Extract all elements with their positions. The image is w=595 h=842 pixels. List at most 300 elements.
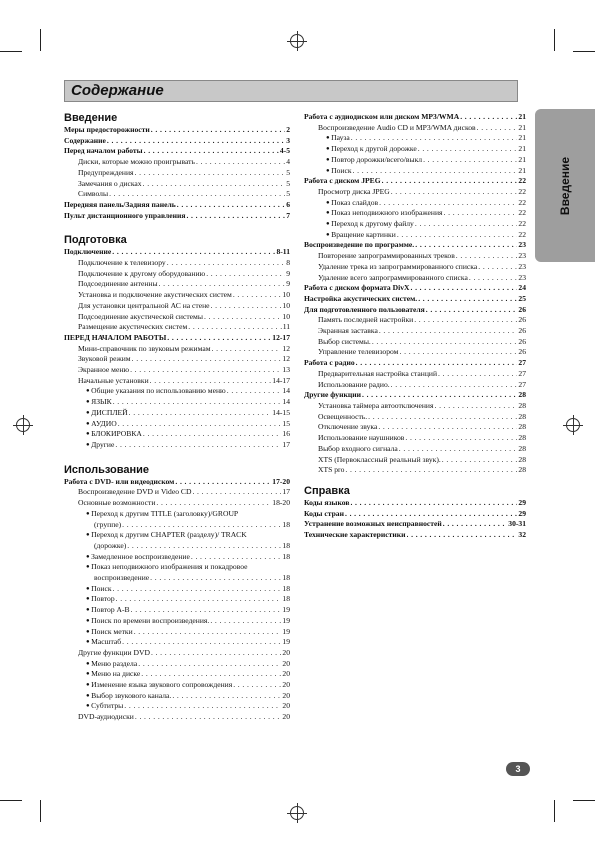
dot-leader — [210, 616, 281, 627]
toc-entry[interactable] — [64, 322, 290, 333]
toc-entry-page: 26 — [518, 336, 526, 346]
toc-entry[interactable] — [304, 230, 526, 241]
toc-entry-title: Освещенность. — [318, 411, 368, 421]
toc-entry-page: 21 — [518, 154, 526, 164]
toc-entry[interactable] — [304, 444, 526, 455]
dot-leader — [177, 200, 285, 211]
toc-entry[interactable] — [64, 386, 290, 397]
toc-entry[interactable] — [304, 380, 526, 391]
dot-leader — [132, 354, 282, 365]
toc-entry-title: Предварительная настройка станций — [318, 368, 438, 378]
toc-entry-title: (дорожке) — [94, 540, 127, 550]
toc-entry[interactable] — [304, 305, 526, 316]
toc-entry[interactable] — [304, 262, 526, 273]
toc-entry-page: 5 — [286, 189, 290, 199]
toc-entry-title: Работа с диском JPEG — [304, 176, 381, 186]
toc-entry-title: ● Меню на диске — [86, 669, 140, 680]
dot-leader — [426, 305, 518, 316]
toc-entry-title: воспроизведение — [94, 573, 150, 583]
dot-leader — [438, 369, 517, 380]
dot-leader — [456, 251, 518, 262]
toc-entry-title: ● Переход к другим CHAPTER (разделу)/ TRACK — [86, 530, 247, 541]
toc-entry[interactable] — [304, 530, 526, 541]
toc-entry-page: 21 — [518, 144, 526, 154]
toc-entry[interactable] — [304, 251, 526, 262]
toc-entry-title: Повторение запрограммированных треков — [318, 251, 455, 261]
section-side-tab — [535, 109, 595, 262]
toc-entry-page: 10 — [282, 311, 290, 321]
dot-leader — [368, 412, 517, 423]
dot-leader — [227, 386, 282, 397]
toc-entry[interactable] — [304, 123, 526, 134]
toc-entry-title: ● Субтитры — [86, 701, 123, 712]
toc-entry[interactable] — [304, 133, 526, 144]
toc-entry-page: 21 — [518, 122, 526, 132]
toc-entry[interactable] — [64, 509, 290, 520]
toc-entry-title: ● Замедленное воспроизведение — [86, 552, 190, 563]
toc-entry[interactable] — [304, 455, 526, 466]
toc-right-column — [304, 112, 526, 541]
toc-entry-title: ● Переход к другим TITLE (заголовку)/GROUP — [86, 509, 238, 520]
toc-entry-title: ПЕРЕД НАЧАЛОМ РАБОТЫ — [64, 332, 167, 342]
dot-leader — [172, 691, 281, 702]
toc-entry[interactable] — [304, 519, 526, 530]
toc-entry-page: 24 — [518, 283, 526, 293]
spacer — [64, 221, 290, 234]
registration-mark — [290, 34, 304, 48]
toc-entry-page: 18 — [282, 519, 290, 529]
toc-entry-title: ● Повтор дорожки/всего/выкл — [326, 155, 422, 166]
dot-leader — [356, 358, 518, 369]
toc-entry-title: Основные возможности — [78, 498, 156, 508]
toc-entry[interactable] — [304, 144, 526, 155]
dot-leader — [150, 376, 272, 387]
dot-leader — [150, 573, 281, 584]
dot-leader — [415, 219, 518, 230]
toc-entry-page: 21 — [518, 165, 526, 175]
toc-entry[interactable] — [64, 637, 290, 648]
toc-entry-title: Содержание — [64, 135, 106, 145]
dot-leader — [362, 390, 517, 401]
toc-entry[interactable] — [64, 200, 290, 211]
dot-leader — [460, 112, 517, 123]
dot-leader — [151, 648, 281, 659]
toc-entry[interactable] — [64, 125, 290, 136]
toc-entry-page: 9 — [286, 279, 290, 289]
toc-entry-page: 30-31 — [508, 519, 526, 529]
toc-entry-page: 28 — [518, 422, 526, 432]
toc-entry[interactable] — [304, 498, 526, 509]
toc-entry[interactable] — [64, 211, 290, 222]
toc-entry[interactable] — [304, 198, 526, 209]
toc-entry-page: 12-17 — [272, 332, 290, 342]
toc-entry[interactable] — [64, 408, 290, 419]
toc-entry[interactable] — [304, 390, 526, 401]
dot-leader — [109, 189, 285, 200]
toc-entry-title: ● Показ неподвижного изображения — [326, 208, 443, 219]
toc-entry[interactable] — [64, 312, 290, 323]
toc-entry-title: Настройка акустических систем. — [304, 293, 418, 303]
toc-entry-page: 20 — [282, 647, 290, 657]
registration-mark — [566, 418, 580, 432]
toc-entry-page: 16 — [282, 429, 290, 439]
toc-entry-title: Подсоединение антенны — [78, 279, 158, 289]
toc-entry-title: Отключение звука — [318, 422, 378, 432]
toc-entry-page: 18 — [282, 540, 290, 550]
toc-entry[interactable] — [64, 269, 290, 280]
dot-leader — [188, 322, 281, 333]
dot-leader — [418, 294, 517, 305]
toc-entry-page: 21 — [518, 133, 526, 143]
dot-leader — [372, 337, 518, 348]
toc-entry-title: ● Пауза — [326, 133, 350, 144]
toc-entry-title: Для подготовленного пользователя — [304, 304, 425, 314]
toc-entry-page: 2 — [286, 125, 290, 134]
toc-entry-title: Работа с диском формата DivX — [304, 283, 410, 293]
toc-entry-page: 19 — [282, 637, 290, 647]
toc-entry-title: ● ДИСПЛЕЙ — [86, 408, 128, 419]
dot-leader — [116, 594, 282, 605]
dot-leader — [151, 125, 285, 136]
toc-entry[interactable] — [304, 155, 526, 166]
toc-entry-page: 23 — [518, 261, 526, 271]
dot-leader — [414, 315, 517, 326]
toc-entry-page: 9 — [286, 268, 290, 278]
toc-entry-page: 14-17 — [272, 375, 290, 385]
toc-entry[interactable] — [304, 283, 526, 294]
toc-entry[interactable] — [304, 315, 526, 326]
toc-entry-title: Выбор входного сигнала — [318, 443, 398, 453]
toc-entry-title: ● Повтор — [86, 594, 115, 605]
toc-entry[interactable] — [64, 541, 290, 552]
toc-entry-title: Подключение к телевизору — [78, 258, 166, 268]
toc-entry-title: Удаление трека из запрограммированного списка — [318, 261, 478, 271]
toc-entry-page: 3 — [286, 135, 290, 145]
toc-entry-title: Меры предосторожности — [64, 125, 150, 134]
toc-entry[interactable] — [304, 465, 526, 476]
toc-entry-title: Управление телевизором — [318, 347, 399, 357]
toc-entry-title: Воспроизведение DVD и Video CD — [78, 487, 192, 497]
toc-entry-title: Перед началом работы — [64, 146, 143, 156]
toc-entry[interactable] — [304, 422, 526, 433]
toc-entry[interactable] — [304, 412, 526, 423]
toc-entry[interactable] — [64, 365, 290, 376]
toc-entry-title: ● Поиск — [86, 584, 112, 595]
toc-entry-page: 4 — [286, 157, 290, 167]
dot-leader — [410, 283, 517, 294]
toc-entry[interactable] — [64, 498, 290, 509]
toc-entry-page: 18 — [282, 551, 290, 561]
dot-leader — [124, 701, 281, 712]
toc-entry-page: 19 — [282, 626, 290, 636]
toc-entry-title: Использование радио. — [318, 379, 390, 389]
dot-leader — [423, 155, 517, 166]
toc-entry-title: Работа с радио — [304, 358, 355, 368]
toc-entry-page: 10 — [282, 300, 290, 310]
toc-entry-title: Подсоединение акустической системы — [78, 311, 203, 321]
toc-entry-title: ● Переход к другому файлу — [326, 219, 414, 230]
dot-leader — [379, 326, 518, 337]
toc-entry-page: 8 — [286, 258, 290, 268]
toc-entry-page: 17-20 — [272, 476, 290, 486]
toc-entry-page: 19 — [282, 615, 290, 625]
toc-entry-page: 28 — [518, 443, 526, 453]
dot-leader — [206, 269, 285, 280]
dot-leader — [143, 179, 286, 190]
toc-entry[interactable] — [64, 584, 290, 595]
toc-entry-title: ● Поиск по времени воспроизведения. — [86, 616, 209, 627]
toc-entry[interactable] — [304, 401, 526, 412]
toc-entry[interactable] — [64, 669, 290, 680]
toc-entry-page: 22 — [518, 197, 526, 207]
toc-entry[interactable] — [64, 290, 290, 301]
dot-leader — [129, 408, 272, 419]
toc-entry-title: Предупреждения — [78, 167, 134, 177]
dot-leader — [407, 530, 518, 541]
toc-entry[interactable] — [304, 358, 526, 369]
toc-entry[interactable] — [64, 344, 290, 355]
toc-entry-title: Устранение возможных неисправностей — [304, 519, 442, 529]
dot-leader — [379, 198, 517, 209]
toc-entry[interactable] — [64, 419, 290, 430]
toc-entry[interactable] — [64, 552, 290, 563]
toc-entry-title: Диски, которые можно проигрывать — [78, 157, 195, 167]
toc-entry-title: Воспроизведение по программе. — [304, 240, 415, 250]
dot-leader — [143, 429, 282, 440]
toc-entry-title: Замечания о дисках — [78, 178, 142, 188]
toc-entry[interactable] — [64, 157, 290, 168]
dot-leader — [444, 208, 518, 219]
toc-entry[interactable] — [304, 347, 526, 358]
toc-entry[interactable] — [64, 397, 290, 408]
toc-entry[interactable] — [64, 376, 290, 387]
toc-entry-title: ● Выбор звукового канала. — [86, 691, 171, 702]
dot-leader — [378, 422, 517, 433]
toc-entry[interactable] — [64, 487, 290, 498]
toc-entry-title: Символы — [78, 189, 109, 199]
toc-entry-page: 20 — [282, 680, 290, 690]
toc-entry[interactable] — [64, 530, 290, 541]
toc-entry-page: 20 — [282, 701, 290, 711]
toc-entry[interactable] — [64, 712, 290, 723]
toc-entry[interactable] — [64, 680, 290, 691]
toc-entry-page: 28 — [518, 400, 526, 410]
toc-entry[interactable] — [304, 208, 526, 219]
toc-entry-title: Пульт дистанционного управления — [64, 210, 186, 220]
toc-entry-page: 28 — [518, 390, 526, 400]
page-header — [64, 80, 518, 102]
toc-entry-title: XTS pro — [318, 465, 345, 475]
dot-leader — [211, 301, 282, 312]
dot-leader — [415, 240, 517, 251]
toc-entry-title: Коды стран — [304, 508, 344, 518]
toc-entry[interactable] — [304, 112, 526, 123]
toc-entry-title: Работа с DVD- или видеодиском — [64, 476, 175, 486]
toc-entry-page: 20 — [282, 658, 290, 668]
toc-entry-title: Использование наушников — [318, 433, 405, 443]
toc-entry[interactable] — [64, 616, 290, 627]
toc-entry-title: ● Повтор A-B — [86, 605, 130, 616]
side-tab-label: Введение — [558, 156, 572, 215]
toc-entry[interactable] — [64, 520, 290, 531]
toc-entry-title: XTS (Первоклассный реальный звук). — [318, 454, 441, 464]
toc-entry[interactable] — [64, 627, 290, 638]
toc-entry-page: 28 — [518, 411, 526, 421]
spacer — [304, 476, 526, 485]
toc-entry[interactable] — [304, 273, 526, 284]
toc-entry[interactable] — [64, 562, 290, 573]
toc-entry[interactable] — [304, 219, 526, 230]
toc-entry-title: DVD-аудиодиски — [78, 712, 134, 722]
crop-mark — [573, 51, 595, 52]
toc-entry[interactable] — [64, 648, 290, 659]
toc-entry-page: 20 — [282, 669, 290, 679]
toc-entry-title: ● Показ неподвижного изображения и покадровое — [86, 562, 247, 573]
toc-entry-page: 19 — [282, 605, 290, 615]
toc-entry[interactable] — [304, 326, 526, 337]
toc-entry-page: 22 — [518, 176, 526, 186]
dot-leader — [144, 146, 279, 157]
toc-entry-page: 22 — [518, 208, 526, 218]
toc-entry[interactable] — [64, 258, 290, 269]
toc-entry-title: (группе) — [94, 519, 122, 529]
toc-entry-page: 26 — [518, 326, 526, 336]
toc-entry[interactable] — [64, 333, 290, 344]
toc-entry[interactable] — [304, 176, 526, 187]
toc-entry-title: Для установки центральной АС на стене — [78, 300, 210, 310]
section-heading: Подготовка — [64, 234, 127, 247]
dot-leader — [167, 333, 271, 344]
toc-entry[interactable] — [304, 337, 526, 348]
toc-entry-title: Удаление всего запрограммированного списка — [318, 272, 468, 282]
toc-entry-title: ● Изменение языка звукового сопровождения — [86, 680, 232, 691]
toc-entry-page: 18 — [282, 583, 290, 593]
toc-entry-page: 26 — [518, 347, 526, 357]
toc-entry-page: 15 — [282, 418, 290, 428]
toc-entry-title: Начальные установки — [78, 375, 149, 385]
toc-entry[interactable] — [64, 659, 290, 670]
toc-entry-page: 17 — [282, 439, 290, 449]
toc-entry-page: 13 — [282, 365, 290, 375]
toc-entry-title: ● Вращение картинки — [326, 230, 396, 241]
dot-leader — [351, 133, 518, 144]
toc-entry-page: 14 — [282, 386, 290, 396]
toc-entry[interactable] — [304, 294, 526, 305]
toc-entry-title: ● Переход к другой дорожке — [326, 144, 417, 155]
toc-entry-title: ● Поиск метки — [86, 627, 133, 638]
toc-entry-page: 25 — [518, 293, 526, 303]
toc-entry-title: Подключение к другому оборудованию — [78, 268, 206, 278]
toc-entry-title: Экранная заставка — [318, 326, 378, 336]
crop-mark — [40, 800, 41, 822]
toc-entry-title: Установка и подключение акустических систем — [78, 290, 232, 300]
dot-leader — [469, 273, 518, 284]
crop-mark — [0, 51, 22, 52]
toc-entry[interactable] — [64, 179, 290, 190]
toc-entry[interactable] — [64, 247, 290, 258]
toc-entry[interactable] — [304, 509, 526, 520]
dot-leader — [156, 498, 271, 509]
dot-leader — [391, 187, 518, 198]
toc-entry-title: Память последней настройки — [318, 315, 414, 325]
toc-entry[interactable] — [304, 240, 526, 251]
toc-entry-title: ● Масштаб — [86, 637, 121, 648]
crop-mark — [554, 800, 555, 822]
toc-entry-page: 18 — [282, 573, 290, 583]
toc-entry-page: 7 — [286, 210, 290, 220]
toc-entry-title: Коды языков — [304, 497, 350, 507]
toc-entry-title: Звуковой режим — [78, 354, 131, 364]
toc-entry-page: 22 — [518, 219, 526, 229]
toc-entry[interactable] — [64, 136, 290, 147]
toc-entry[interactable] — [64, 301, 290, 312]
toc-entry[interactable] — [64, 279, 290, 290]
toc-entry-page: 23 — [518, 251, 526, 261]
toc-entry-title: Размещение акустических систем — [78, 322, 188, 332]
dot-leader — [434, 401, 517, 412]
toc-entry-page: 23 — [518, 272, 526, 282]
dot-leader — [418, 144, 518, 155]
dot-leader — [138, 659, 281, 670]
toc-entry-page: 26 — [518, 315, 526, 325]
toc-entry-title: Передняя панель/Задняя панель — [64, 199, 176, 209]
toc-entry-page: 27 — [518, 358, 526, 368]
toc-entry-title: ● АУДИО — [86, 419, 117, 430]
section-heading: Введение — [64, 112, 118, 124]
toc-entry-page: 18-20 — [272, 498, 290, 508]
toc-entry[interactable] — [304, 369, 526, 380]
toc-entry[interactable] — [64, 691, 290, 702]
toc-entry[interactable] — [64, 701, 290, 712]
toc-entry-title: Установка таймера автоотключения — [318, 400, 434, 410]
toc-entry[interactable] — [64, 168, 290, 179]
toc-entry-title: Технические характеристики — [304, 530, 406, 540]
toc-entry[interactable] — [64, 477, 290, 488]
dot-leader — [134, 627, 282, 638]
dot-leader — [141, 669, 281, 680]
toc-entry-page: 22 — [518, 229, 526, 239]
toc-entry[interactable] — [64, 354, 290, 365]
toc-entry-title: ● ЯЗЫК — [86, 397, 112, 408]
dot-leader — [345, 509, 517, 520]
toc-entry[interactable] — [64, 189, 290, 200]
dot-leader — [122, 637, 281, 648]
dot-leader — [159, 279, 286, 290]
toc-entry[interactable] — [64, 605, 290, 616]
toc-entry[interactable] — [304, 187, 526, 198]
dot-leader — [350, 498, 517, 509]
toc-entry[interactable] — [64, 440, 290, 451]
toc-entry-page: 29 — [518, 497, 526, 507]
toc-entry[interactable] — [64, 573, 290, 584]
section-heading: Использование — [64, 463, 150, 476]
toc-entry-title: ● Показ слайдов — [326, 198, 378, 209]
page-title: Содержание — [71, 82, 164, 99]
toc-entry-page: 23 — [518, 240, 526, 250]
toc-entry[interactable] — [64, 594, 290, 605]
toc-entry[interactable] — [64, 429, 290, 440]
toc-entry[interactable] — [64, 146, 290, 157]
toc-entry-page: 21 — [518, 112, 526, 121]
toc-entry[interactable] — [304, 433, 526, 444]
toc-entry-title: Другие функции DVD — [78, 647, 150, 657]
dot-leader — [477, 123, 518, 134]
toc-entry-page: 5 — [286, 167, 290, 177]
dot-leader — [130, 365, 281, 376]
dot-leader — [442, 455, 518, 466]
toc-entry[interactable] — [304, 166, 526, 177]
dot-leader — [233, 290, 282, 301]
